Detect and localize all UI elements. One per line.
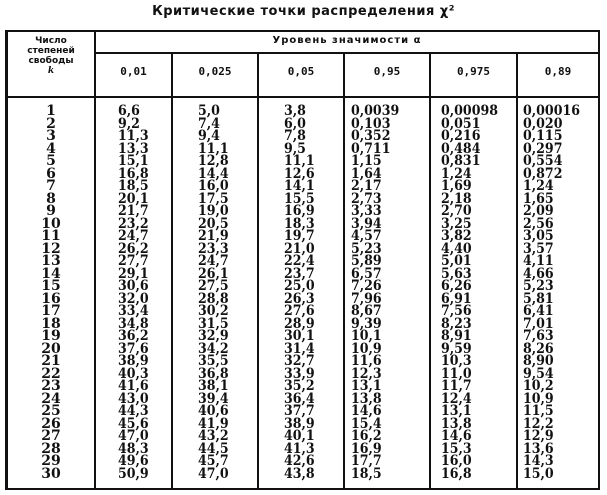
critical-value-cell: 14,6	[441, 428, 472, 444]
critical-value-cell: 9,5	[284, 140, 306, 157]
divider	[257, 52, 259, 488]
critical-value-cell: 36,8	[198, 365, 229, 382]
critical-value-cell: 30,6	[118, 278, 149, 294]
critical-value-cell: 2,56	[523, 215, 554, 232]
header-line: свободы	[28, 56, 74, 66]
critical-value-cell: 38,9	[118, 353, 149, 369]
degrees-of-freedom-cell: 2	[46, 115, 56, 132]
critical-value-cell: 1,64	[351, 165, 382, 182]
critical-value-cell: 6,0	[284, 115, 306, 132]
critical-value-cell: 15,5	[284, 190, 315, 207]
critical-value-cell: 43,2	[198, 428, 229, 444]
critical-value-cell: 0,020	[523, 115, 563, 132]
critical-value-cell: 10,9	[523, 390, 554, 407]
critical-value-cell: 0,115	[523, 128, 563, 144]
degrees-of-freedom-cell: 28	[41, 440, 61, 457]
critical-value-cell: 15,3	[441, 440, 472, 457]
critical-value-cell: 3,57	[523, 240, 554, 257]
column-0-025	[198, 105, 229, 480]
critical-value-cell: 21,0	[284, 240, 315, 257]
critical-value-cell: 11,1	[198, 140, 229, 157]
critical-value-cell: 0,297	[523, 140, 563, 157]
critical-value-cell: 5,89	[351, 253, 382, 269]
column-header: 0,01	[120, 65, 147, 78]
critical-value-cell: 7,8	[284, 128, 306, 144]
critical-value-cell: 10,3	[441, 353, 472, 369]
critical-value-cell: 35,2	[284, 378, 315, 394]
critical-value-cell: 1,24	[523, 178, 554, 194]
critical-value-cell: 28,8	[198, 290, 229, 307]
critical-value-cell: 36,2	[118, 328, 149, 344]
critical-value-cell: 16,8	[118, 165, 149, 182]
critical-value-cell: 2,70	[441, 203, 472, 219]
critical-value-cell: 14,3	[523, 453, 554, 469]
column-0-95	[351, 105, 399, 480]
column-header: 0,975	[456, 65, 491, 78]
critical-value-cell: 8,67	[351, 303, 382, 319]
critical-value-cell: 10,9	[351, 340, 382, 357]
critical-value-cell: 20,5	[198, 215, 229, 232]
critical-value-cell: 41,3	[284, 440, 315, 457]
critical-value-cell: 4,11	[523, 253, 554, 269]
degrees-of-freedom-cell: 1	[46, 103, 56, 119]
critical-value-cell: 24,7	[118, 228, 149, 244]
degrees-of-freedom-cell: 3	[46, 128, 56, 144]
degrees-of-freedom-cell: 12	[41, 240, 61, 257]
column-0-01	[118, 105, 149, 480]
critical-value-cell: 9,54	[523, 365, 554, 382]
critical-value-cell: 45,6	[118, 415, 149, 432]
critical-value-cell: 8,26	[523, 340, 554, 357]
degrees-of-freedom-cell: 23	[41, 378, 61, 394]
critical-value-cell: 27,6	[284, 303, 315, 319]
critical-value-cell: 0,216	[441, 128, 481, 144]
column-0-975	[441, 105, 498, 480]
critical-value-cell: 6,26	[441, 278, 472, 294]
critical-value-cell: 44,3	[118, 403, 149, 419]
critical-value-cell: 33,9	[284, 365, 315, 382]
critical-value-cell: 36,4	[284, 390, 315, 407]
degrees-of-freedom-cell: 20	[41, 340, 61, 357]
column-header: 0,05	[287, 65, 315, 78]
critical-value-cell: 4,66	[523, 265, 554, 282]
critical-value-cell: 1,15	[351, 153, 382, 169]
critical-value-cell: 7,56	[441, 303, 472, 319]
critical-value-cell: 32,0	[118, 290, 149, 307]
critical-value-cell: 21,9	[198, 228, 229, 244]
critical-value-cell: 40,6	[198, 403, 229, 419]
degrees-of-freedom-cell: 5	[46, 153, 56, 169]
critical-value-cell: 21,7	[118, 203, 149, 219]
critical-value-cell: 7,01	[523, 315, 554, 332]
divider	[94, 52, 598, 54]
column-k	[8, 105, 94, 480]
critical-value-cell: 25,0	[284, 278, 315, 294]
critical-value-cell: 37,7	[284, 403, 315, 419]
critical-value-cell: 10,1	[351, 328, 382, 344]
critical-value-cell: 26,2	[118, 240, 149, 257]
critical-value-cell: 7,26	[351, 278, 382, 294]
critical-value-cell: 49,6	[118, 453, 149, 469]
critical-value-cell: 27,5	[198, 278, 229, 294]
degrees-of-freedom-cell: 9	[46, 203, 56, 219]
critical-value-cell: 11,3	[118, 128, 149, 144]
header-line: степеней	[27, 46, 75, 56]
critical-value-cell: 1,24	[441, 165, 472, 182]
critical-value-cell: 16,0	[198, 178, 229, 194]
critical-value-cell: 7,96	[351, 290, 382, 307]
critical-value-cell: 5,81	[523, 290, 554, 307]
critical-value-cell: 40,1	[284, 428, 315, 444]
critical-value-cell: 33,4	[118, 303, 149, 319]
degrees-of-freedom-cell: 21	[41, 353, 61, 369]
critical-value-cell: 11,1	[284, 153, 315, 169]
critical-value-cell: 0,051	[441, 115, 481, 132]
critical-value-cell: 41,6	[118, 378, 149, 394]
critical-value-cell: 5,0	[198, 103, 220, 119]
degrees-of-freedom-cell: 4	[46, 140, 56, 157]
critical-value-cell: 9,2	[118, 115, 140, 132]
critical-value-cell: 26,3	[284, 290, 315, 307]
critical-value-cell: 43,0	[118, 390, 149, 407]
critical-value-cell: 0,872	[523, 165, 563, 182]
critical-value-cell: 3,25	[441, 215, 472, 232]
column-header: 0,95	[373, 65, 401, 78]
critical-value-cell: 0,352	[351, 128, 391, 144]
critical-value-cell: 17,5	[198, 190, 229, 207]
critical-value-cell: 20,1	[118, 190, 149, 207]
critical-value-cell: 34,2	[198, 340, 229, 357]
divider	[8, 96, 598, 98]
divider	[171, 52, 173, 488]
critical-value-cell: 31,5	[198, 315, 229, 332]
critical-value-cell: 6,57	[351, 265, 382, 282]
degrees-of-freedom-cell: 30	[41, 465, 61, 482]
critical-value-cell: 2,17	[351, 178, 382, 194]
critical-value-cell: 16,2	[351, 428, 382, 444]
critical-value-cell: 23,7	[284, 265, 315, 282]
critical-value-cell: 13,8	[351, 390, 382, 407]
critical-value-cell: 1,69	[441, 178, 472, 194]
divider	[343, 52, 345, 488]
critical-value-cell: 8,23	[441, 315, 472, 332]
critical-value-cell: 22,4	[284, 253, 315, 269]
critical-value-cell: 17,7	[351, 453, 382, 469]
critical-value-cell: 35,5	[198, 353, 229, 369]
critical-value-cell: 8,91	[441, 328, 472, 344]
degrees-of-freedom-cell: 14	[41, 265, 61, 282]
critical-value-cell: 38,9	[284, 415, 315, 432]
critical-value-cell: 14,1	[284, 178, 315, 194]
table-title: Критические точки распределения χ²	[152, 4, 455, 19]
degrees-of-freedom-cell: 22	[41, 365, 61, 382]
critical-value-cell: 30,1	[284, 328, 315, 344]
critical-value-cell: 39,4	[198, 390, 229, 407]
degrees-of-freedom-cell: 16	[41, 290, 61, 307]
critical-value-cell: 6,41	[523, 303, 554, 319]
degrees-of-freedom-cell: 10	[41, 215, 61, 232]
critical-value-cell: 14,6	[351, 403, 382, 419]
critical-value-cell: 8,90	[523, 353, 554, 369]
critical-value-cell: 12,4	[441, 390, 472, 407]
degrees-of-freedom-cell: 24	[41, 390, 61, 407]
critical-value-cell: 2,09	[523, 203, 554, 219]
critical-value-cell: 4,57	[351, 228, 382, 244]
critical-value-cell: 34,8	[118, 315, 149, 332]
critical-value-cell: 3,05	[523, 228, 554, 244]
critical-value-cell: 3,8	[284, 103, 306, 119]
critical-value-cell: 48,3	[118, 440, 149, 457]
critical-value-cell: 13,3	[118, 140, 149, 157]
critical-value-cell: 18,5	[118, 178, 149, 194]
critical-value-cell: 1,65	[523, 190, 554, 207]
critical-value-cell: 13,6	[523, 440, 554, 457]
degrees-of-freedom-cell: 19	[41, 328, 61, 344]
k-symbol: k	[47, 66, 55, 76]
degrees-of-freedom-header	[8, 36, 94, 76]
degrees-of-freedom-cell: 25	[41, 403, 61, 419]
critical-value-cell: 3,94	[351, 215, 382, 232]
critical-value-cell: 11,7	[441, 378, 472, 394]
column-header: 0,025	[198, 65, 232, 78]
critical-value-cell: 0,711	[351, 140, 391, 157]
critical-value-cell: 40,3	[118, 365, 149, 382]
critical-value-cell: 0,484	[441, 140, 481, 157]
critical-value-cell: 10,2	[523, 378, 554, 394]
divider	[94, 32, 96, 488]
critical-value-cell: 43,8	[284, 465, 315, 482]
significance-level-header: Уровень значимости α	[272, 35, 422, 46]
critical-value-cell: 2,18	[441, 190, 472, 207]
critical-value-cell: 18,5	[351, 465, 382, 482]
column-0-05	[284, 105, 315, 480]
critical-value-cell: 45,7	[198, 453, 229, 469]
critical-value-cell: 18,3	[284, 215, 315, 232]
critical-value-cell: 12,2	[523, 415, 554, 432]
critical-value-cell: 15,0	[523, 465, 554, 482]
divider	[429, 52, 431, 488]
critical-value-cell: 0,0039	[351, 103, 400, 119]
critical-value-cell: 3,82	[441, 228, 472, 244]
critical-value-cell: 37,6	[118, 340, 149, 357]
degrees-of-freedom-cell: 26	[41, 415, 61, 432]
critical-value-cell: 13,1	[441, 403, 472, 419]
critical-value-cell: 12,8	[198, 153, 229, 169]
critical-value-cell: 16,9	[284, 203, 315, 219]
critical-value-cell: 6,91	[441, 290, 472, 307]
degrees-of-freedom-cell: 7	[46, 178, 56, 194]
critical-value-cell: 7,4	[198, 115, 220, 132]
critical-value-cell: 42,6	[284, 453, 315, 469]
critical-value-cell: 15,4	[351, 415, 382, 432]
critical-value-cell: 11,6	[351, 353, 382, 369]
critical-value-cell: 23,2	[118, 215, 149, 232]
degrees-of-freedom-cell: 6	[46, 165, 56, 182]
degrees-of-freedom-cell: 17	[41, 303, 61, 319]
critical-value-cell: 11,5	[523, 403, 554, 419]
column-header: 0,89	[544, 65, 572, 78]
critical-value-cell: 19,0	[198, 203, 229, 219]
critical-value-cell: 0,00016	[523, 103, 580, 119]
critical-value-cell: 4,40	[441, 240, 472, 257]
critical-value-cell: 9,4	[198, 128, 220, 144]
critical-value-cell: 5,23	[351, 240, 382, 257]
header-line: Число	[35, 36, 67, 46]
critical-value-cell: 15,1	[118, 153, 149, 169]
divider	[516, 52, 518, 488]
critical-value-cell: 12,3	[351, 365, 382, 382]
critical-value-cell: 26,1	[198, 265, 229, 282]
critical-value-cell: 0,831	[441, 153, 481, 169]
critical-value-cell: 9,39	[351, 315, 382, 332]
critical-value-cell: 41,9	[198, 415, 229, 432]
critical-value-cell: 50,9	[118, 465, 149, 482]
critical-value-cell: 16,8	[441, 465, 472, 482]
chi-square-table	[5, 30, 600, 490]
critical-value-cell: 5,63	[441, 265, 472, 282]
critical-value-cell: 24,7	[198, 253, 229, 269]
degrees-of-freedom-cell: 29	[41, 453, 61, 469]
critical-value-cell: 3,33	[351, 203, 382, 219]
degrees-of-freedom-cell: 13	[41, 253, 61, 269]
critical-value-cell: 13,1	[351, 378, 382, 394]
degrees-of-freedom-cell: 8	[46, 190, 56, 207]
degrees-of-freedom-cell: 11	[41, 228, 61, 244]
critical-value-cell: 5,01	[441, 253, 472, 269]
critical-value-cell: 0,554	[523, 153, 563, 169]
degrees-of-freedom-cell: 15	[41, 278, 61, 294]
critical-value-cell: 14,4	[198, 165, 229, 182]
column-0-89	[523, 105, 580, 480]
critical-value-cell: 12,9	[523, 428, 554, 444]
critical-value-cell: 0,00098	[441, 103, 498, 119]
critical-value-cell: 38,1	[198, 378, 229, 394]
critical-value-cell: 27,7	[118, 253, 149, 269]
critical-value-cell: 0,103	[351, 115, 391, 132]
degrees-of-freedom-cell: 27	[41, 428, 61, 444]
critical-value-cell: 44,5	[198, 440, 229, 457]
critical-value-cell: 16,0	[441, 453, 472, 469]
critical-value-cell: 13,8	[441, 415, 472, 432]
critical-value-cell: 19,7	[284, 228, 315, 244]
critical-value-cell: 2,73	[351, 190, 382, 207]
degrees-of-freedom-cell: 18	[41, 315, 61, 332]
critical-value-cell: 47,0	[198, 465, 229, 482]
critical-value-cell: 32,9	[198, 328, 229, 344]
critical-value-cell: 7,63	[523, 328, 554, 344]
critical-value-cell: 32,7	[284, 353, 315, 369]
critical-value-cell: 47,0	[118, 428, 149, 444]
critical-value-cell: 23,3	[198, 240, 229, 257]
critical-value-cell: 9,59	[441, 340, 472, 357]
critical-value-cell: 28,9	[284, 315, 315, 332]
critical-value-cell: 31,4	[284, 340, 315, 357]
critical-value-cell: 11,0	[441, 365, 472, 382]
critical-value-cell: 29,1	[118, 265, 149, 282]
critical-value-cell: 5,23	[523, 278, 554, 294]
critical-value-cell: 12,6	[284, 165, 315, 182]
critical-value-cell: 16,9	[351, 440, 382, 457]
critical-value-cell: 30,2	[198, 303, 229, 319]
critical-value-cell: 6,6	[118, 103, 140, 119]
